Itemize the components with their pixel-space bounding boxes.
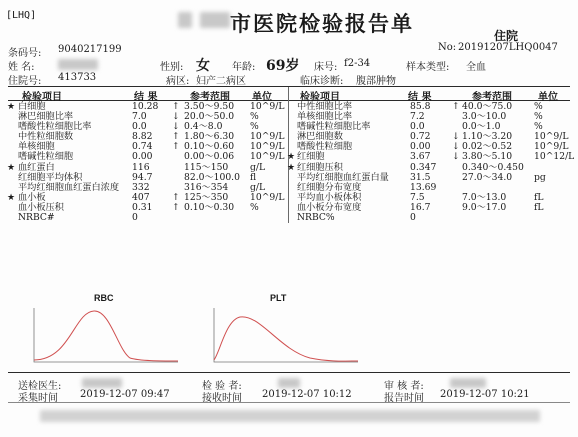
right-result-column [410,102,436,223]
left-row-10-unit: % [250,201,259,213]
left-row-6-range: 115～150 [184,161,229,173]
left-row-0-mark: ★ [7,101,16,112]
right-row-11-mark [287,213,295,223]
left-row-0-range: 3.50～9.50 [184,101,235,112]
right-row-5-unit: 10^12/L [534,151,575,163]
right-row-7-flag [452,173,460,183]
left-row-0-result: 10.28 [132,101,159,112]
left-flag-column [172,102,180,223]
left-row-9-mark: ★ [7,191,16,203]
right-row-10-range: 9.0～17.0 [462,201,507,213]
left-row-10-flag: ↑ [172,201,180,213]
right-flag-column [452,102,460,223]
right-row-2-name: 嗜碱性粒细胞比率 [297,121,371,133]
right-row-1-flag [452,112,460,122]
right-row-5-name: 红细胞 [297,151,325,163]
right-row-2-mark [287,122,295,132]
report-title: 市医院检验报告单 [230,12,414,36]
left-row-10-name: 血小板压积 [18,201,64,213]
left-row-11-name: NRBC# [18,212,55,224]
right-row-7-mark [287,173,295,183]
left-row-3-unit: 10^9/L [250,131,285,143]
right-row-6-name: 红细胞压积 [297,161,343,173]
ward-value: 妇产二病区 [196,76,246,87]
left-row-10-range: 0.10～0.30 [184,201,235,213]
left-range-column [184,102,240,223]
left-row-6-mark: ★ [7,161,16,173]
left-row-11-mark [7,213,15,223]
header-unit-left: 单位 [252,92,272,103]
bed-label: 床号: [314,62,338,73]
barcode-value: 9040217199 [58,44,122,55]
right-row-4-result: 0.00 [410,141,431,153]
right-row-4-unit: 10^9/L [534,141,569,153]
report-time: 2019-12-07 10:21 [440,389,530,400]
sender-label: 送检医生: [18,381,62,392]
right-row-10-name: 血小板分布宽度 [297,201,362,213]
left-name-column [18,102,119,223]
left-row-3-flag: ↑ [172,131,180,143]
left-row-7-flag [172,173,180,183]
sender-redacted [82,378,122,388]
left-row-5-unit: 10^9/L [250,151,285,163]
left-row-9-unit: 10^9/L [250,191,285,203]
right-row-7-range: 27.0～34.0 [462,171,513,183]
left-row-5-flag [172,152,180,162]
left-row-11-unit [250,213,284,223]
right-row-9-unit: fL [534,191,544,203]
right-row-3-unit: 10^9/L [534,131,569,143]
right-row-2-unit: % [534,121,543,133]
right-row-0-flag: ↑ [452,101,460,112]
report-time-label: 报告时间 [384,393,424,404]
report-no-label: No: [438,42,457,53]
rbc-chart-title: RBC [94,293,114,303]
right-row-8-name: 红细胞分布宽度 [297,181,362,193]
left-row-8-unit: g/L [250,181,266,193]
left-row-0-unit: 10^9/L [250,101,285,112]
receive-time: 2019-12-07 10:12 [262,389,352,400]
left-row-10-mark [7,203,15,213]
right-row-7-result: 31.5 [410,171,431,183]
left-row-4-range: 0.10～0.60 [184,141,235,153]
left-row-1-flag: ↓ [172,111,180,123]
header-unit-right: 单位 [538,92,558,103]
sex-value: 女 [196,58,210,74]
right-row-1-mark [287,112,295,122]
sample-value: 全血 [466,62,486,73]
left-row-5-name: 嗜碱性粒细胞 [18,151,74,163]
right-row-0-mark [287,102,295,112]
right-mark-column [287,102,295,223]
collect-time: 2019-12-07 09:47 [80,389,170,400]
left-row-4-flag: ↑ [172,141,180,153]
right-row-4-flag: ↓ [452,141,460,153]
collect-label: 采集时间 [18,393,58,404]
ward-label: 病区: [166,76,190,87]
left-row-4-result: 0.74 [132,141,153,153]
checker-redacted [278,378,300,388]
right-row-11-flag [452,213,460,223]
left-row-7-range: 82.0～100.0 [184,171,240,183]
right-row-0-name: 中性细胞比率 [297,101,353,112]
left-row-9-name: 血小板 [18,191,46,203]
left-row-7-mark [7,173,15,183]
receive-label: 接收时间 [202,393,242,404]
left-row-1-mark [7,112,15,122]
left-row-7-name: 红细胞平均体积 [18,171,83,183]
right-range-column [462,102,524,223]
header-result-right: 结 果 [408,92,432,103]
right-row-11-range [462,213,524,223]
right-row-11-name: NRBC% [297,212,335,224]
sex-label: 性别: [160,62,184,73]
left-row-1-name: 淋巴细胞比率 [18,111,74,123]
left-row-4-unit: 10^9/L [250,141,285,153]
inpatient-label: 住院号: [8,76,42,87]
left-row-8-result: 332 [132,181,150,193]
checker-label: 检 验 者: [202,381,242,392]
left-row-8-name: 平均红细胞血红蛋白浓度 [18,181,120,193]
diagnosis-value: 腹部肿物 [356,76,396,87]
left-row-4-mark [7,142,15,152]
right-row-10-flag [452,203,460,213]
age-value: 69岁 [266,58,300,74]
barcode-label: 条码号: [8,48,42,59]
right-row-0-range: 40.0～75.0 [462,101,513,112]
left-row-3-result: 8.82 [132,131,153,143]
reviewer-label: 审 核 者: [384,381,424,392]
right-row-1-name: 单核细胞比率 [297,111,353,123]
left-row-7-unit: fl [250,171,257,183]
right-row-5-range: 3.80～5.10 [462,151,513,163]
left-row-7-result: 94.7 [132,171,153,183]
left-row-6-result: 116 [132,161,150,173]
left-result-column [132,102,158,223]
report-type: 住院 [494,29,519,43]
right-row-2-range: 0.0～1.0 [462,121,501,133]
left-row-5-result: 0.00 [132,151,153,163]
table-top-rule [8,86,570,87]
left-row-3-mark [7,132,15,142]
header-range-right: 参考范围 [472,92,512,103]
right-row-8-flag [452,183,460,193]
right-row-3-name: 淋巴细胞数 [297,131,343,143]
inpatient-value: 413733 [58,72,97,83]
right-row-9-result: 7.5 [410,191,425,203]
right-row-11-result: 0 [410,212,416,224]
right-row-9-range: 7.0～13.0 [462,191,507,203]
right-row-11-unit [534,213,574,223]
right-row-1-range: 3.0～10.0 [462,111,507,123]
right-row-8-result: 13.69 [410,181,437,193]
left-row-2-name: 嗜酸性粒细胞比率 [18,121,92,133]
header-result-left: 结 果 [134,92,158,103]
left-row-9-result: 407 [132,191,150,203]
right-row-2-result: 0.0 [410,121,425,133]
left-row-6-name: 血红蛋白 [18,161,55,173]
plt-chart-title: PLT [270,293,287,303]
left-row-3-range: 1.80～6.30 [184,131,235,143]
rbc-histogram [30,302,180,366]
header-item-right: 检验项目 [300,92,340,103]
bed-value: f2-34 [344,58,371,69]
sample-label: 样本类型: [406,62,450,73]
left-row-2-unit: % [250,121,259,133]
left-row-6-flag [172,163,180,173]
report-tag: [LHQ] [6,10,37,21]
right-row-7-unit: pg [534,171,546,183]
left-row-9-range: 125～350 [184,191,229,203]
header-item-left: 检验项目 [22,92,62,103]
right-name-column [297,102,389,223]
right-row-3-range: 1.10～3.20 [462,131,513,143]
footer-note-redacted [40,410,540,422]
right-row-1-unit: % [534,111,543,123]
right-row-6-mark: ★ [287,161,296,173]
left-row-1-range: 20.0～50.0 [184,111,235,123]
right-row-6-flag [452,163,460,173]
left-row-11-range [184,213,240,223]
right-row-3-flag: ↓ [452,131,460,143]
left-row-1-result: 7.0 [132,111,147,123]
left-row-1-unit: % [250,111,259,123]
left-row-11-flag [172,213,180,223]
right-row-9-flag [452,193,460,203]
right-row-9-name: 平均血小板体积 [297,191,362,203]
right-row-6-range: 0.340～0.450 [462,161,524,173]
left-unit-column [250,102,284,223]
left-row-2-result: 0.0 [132,121,147,133]
right-row-1-result: 7.2 [410,111,425,123]
diagnosis-label: 临床诊断: [300,76,344,87]
left-row-0-name: 白细胞 [18,101,46,112]
name-label: 姓 名: [8,62,35,73]
footer-top-rule [8,372,570,373]
left-row-2-mark [7,122,15,132]
left-row-2-flag: ↓ [172,121,180,133]
right-row-6-result: 0.347 [410,161,437,173]
left-row-10-result: 0.31 [132,201,153,213]
left-row-8-range: 316～354 [184,181,229,193]
report-no-value: 20191207LHQ0047 [458,42,558,53]
hospital-name-redacted [178,12,192,28]
plt-histogram [210,302,360,366]
right-row-3-mark [287,132,295,142]
left-row-5-range: 0.00～0.06 [184,151,235,163]
left-row-2-range: 0.4～8.0 [184,121,223,133]
patient-name-redacted [58,59,98,70]
right-row-7-name: 平均红细胞血红蛋白量 [297,171,389,183]
left-row-3-name: 中性粒细胞数 [18,131,74,143]
left-row-9-flag: ↑ [172,191,180,203]
left-row-6-unit: g/L [250,161,266,173]
age-label: 年龄: [232,62,256,73]
right-row-5-flag: ↓ [452,151,460,163]
right-row-3-result: 0.72 [410,131,431,143]
left-mark-column [7,102,15,223]
right-unit-column [534,102,574,223]
right-row-9-mark [287,193,295,203]
right-row-0-unit: % [534,101,543,112]
left-row-0-flag: ↑ [172,101,180,112]
right-row-10-result: 16.7 [410,201,431,213]
hospital-name-redacted-2 [200,12,230,28]
reviewer-redacted [450,378,486,388]
right-row-10-mark [287,203,295,213]
left-row-4-name: 单核细胞 [18,141,55,153]
right-row-8-mark [287,183,295,193]
header-range-left: 参考范围 [190,92,230,103]
right-row-5-mark: ★ [287,151,296,163]
right-row-4-range: 0.02～0.52 [462,141,513,153]
right-row-4-name: 嗜酸性粒细胞 [297,141,353,153]
footer-bottom-rule [8,402,570,403]
right-row-5-result: 3.67 [410,151,431,163]
left-row-11-result: 0 [132,212,138,224]
right-row-10-unit: fL [534,201,544,213]
right-row-0-result: 85.8 [410,101,431,112]
